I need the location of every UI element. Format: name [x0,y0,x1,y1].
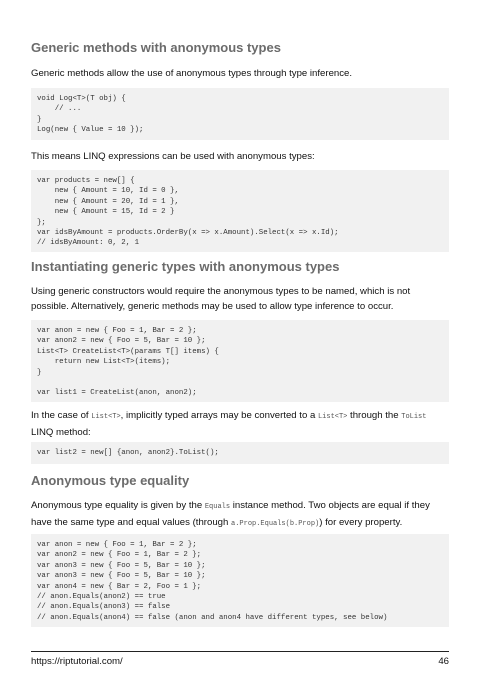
footer-divider [31,651,449,652]
text: through the [347,410,402,421]
paragraph-equality [31,498,449,532]
text: , implicitly typed arrays may be converted to a [120,410,318,421]
inline-code: Equals [204,503,231,511]
paragraph: Using generic constructors would require the anonymous types to be named, which is not possible. Alternatively, generic methods may be used to allow type inference to occur. [31,286,411,312]
text: In the case of [31,410,92,421]
code-block: var anon = new { Foo = 1, Bar = 2 }; var anon2 = new { Foo = 5, Bar = 10 }; List<T> CreateList<T>(params T[] items) { return new List<T>(items); } var list1 = CreateList(anon, anon2); [31,320,449,402]
code-block: var products = new[] { new { Amount = 10, Id = 0 }, new { Amount = 20, Id = 1 }, new { Amount = 15, Id = 2 } }; var idsByAmount = products.OrderBy(x => x.Amount).Select(x => x.Id); // idsByAmount: 0, 2, 1 [31,170,449,252]
text: LINQ method: [31,427,91,438]
paragraph: This means LINQ expressions can be used with anonymous types: [31,151,315,162]
inline-code: ToList [401,413,427,421]
code-block: void Log<T>(T obj) { // ... } Log(new { Value = 10 }); [31,88,449,140]
page-number: 46 [438,656,449,667]
text: ) for every property. [319,517,403,528]
code-block: var list2 = new[] {anon, anon2}.ToList(); [31,442,449,464]
inline-code: List<T> [317,413,348,421]
section-heading-instantiating-generic-types: Instantiating generic types with anonymous types [31,259,340,274]
inline-code: a.Prop.Equals(b.Prop) [231,520,320,528]
text: instance method. Two objects are equal if they have the same type and equal values (through [31,500,430,528]
text: Anonymous type equality is given by the [31,500,205,511]
paragraph: Generic methods allow the use of anonymous types through type inference. [31,68,353,79]
section-heading-generic-methods: Generic methods with anonymous types [31,40,281,55]
section-heading-anonymous-type-equality: Anonymous type equality [31,473,190,488]
footer-url-link[interactable]: https://riptutorial.com/ [31,656,123,667]
inline-code: List<T> [91,413,121,421]
code-block: var anon = new { Foo = 1, Bar = 2 }; var anon2 = new { Foo = 1, Bar = 2 }; var anon3 = new { Foo = 5, Bar = 10 }; var anon3 = new { Foo = 5, Bar = 10 }; var anon4 = new { Bar = 2, Foo = 1 }; // anon.Equals(anon2) == true // anon.Equals(anon3) == false // anon.Equals(anon4) == false (anon and anon4 have different types, see below) [31,534,449,627]
paragraph-list-conversion [31,408,449,440]
